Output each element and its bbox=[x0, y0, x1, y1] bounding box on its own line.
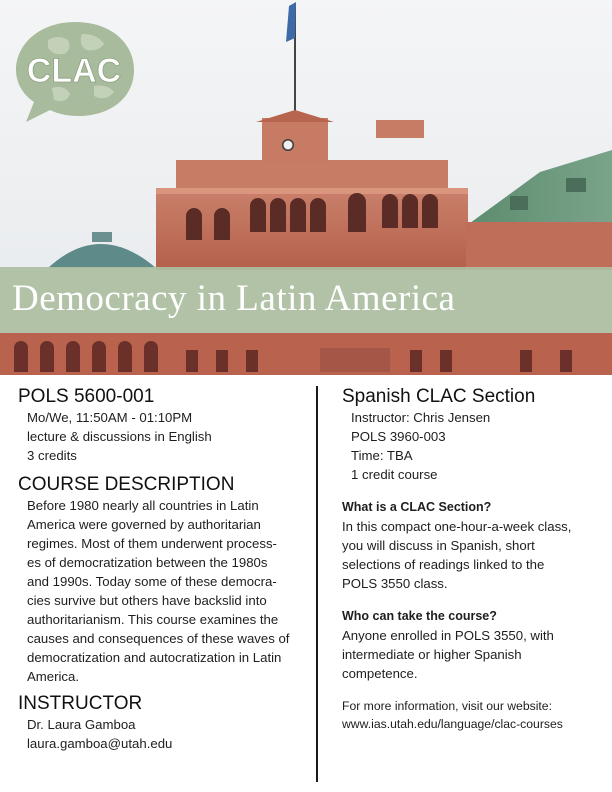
clac-credits: 1 credit course bbox=[351, 467, 438, 482]
instructor-heading: INSTRUCTOR bbox=[18, 693, 143, 714]
column-divider bbox=[316, 386, 318, 782]
clac-time: Time: TBA bbox=[351, 448, 413, 463]
description-line: Before 1980 nearly all countries in Latin bbox=[27, 498, 259, 513]
what-is-line: In this compact one-hour-a-week class, bbox=[342, 519, 572, 534]
course-schedule: Mo/We, 11:50AM - 01:10PM bbox=[27, 410, 193, 425]
what-is-block bbox=[342, 498, 602, 593]
who-can-question: Who can take the course? bbox=[342, 609, 497, 623]
right-column bbox=[342, 385, 602, 733]
logo-text: CLAC bbox=[26, 52, 122, 90]
left-column bbox=[18, 385, 304, 753]
what-is-line: selections of readings linked to the bbox=[342, 557, 545, 572]
more-info-text: For more information, visit our website: bbox=[342, 699, 552, 713]
instructor-name: Dr. Laura Gamboa bbox=[27, 717, 136, 732]
page-title: Democracy in Latin America bbox=[12, 278, 456, 319]
who-can-line: intermediate or higher Spanish bbox=[342, 647, 522, 662]
description-block bbox=[18, 473, 304, 686]
clac-instructor: Instructor: Chris Jensen bbox=[351, 410, 491, 425]
description-line: cies survive but others have backslid into bbox=[27, 593, 267, 608]
who-can-line: competence. bbox=[342, 666, 418, 681]
description-line: and 1990s. Today some of these democra- bbox=[27, 574, 277, 589]
description-line: America. bbox=[27, 669, 80, 684]
what-is-line: you will discuss in Spanish, short bbox=[342, 538, 535, 553]
description-line: America were governed by authoritarian bbox=[27, 517, 261, 532]
who-can-block bbox=[342, 607, 602, 683]
clac-section-block bbox=[342, 385, 602, 484]
what-is-question: What is a CLAC Section? bbox=[342, 500, 492, 514]
website-link[interactable]: www.ias.utah.edu/language/clac-courses bbox=[342, 717, 563, 731]
description-line: es of democratization between the 1980s bbox=[27, 555, 268, 570]
what-is-line: POLS 3550 class. bbox=[342, 576, 448, 591]
clac-section-heading: Spanish CLAC Section bbox=[342, 386, 536, 407]
course-format: lecture & discussions in English bbox=[27, 429, 212, 444]
course-code: POLS 5600-001 bbox=[18, 386, 155, 407]
description-heading: COURSE DESCRIPTION bbox=[18, 474, 235, 495]
instructor-email: laura.gamboa@utah.edu bbox=[27, 736, 173, 751]
course-credits: 3 credits bbox=[27, 448, 77, 463]
who-can-line: Anyone enrolled in POLS 3550, with bbox=[342, 628, 554, 643]
clac-code: POLS 3960-003 bbox=[351, 429, 446, 444]
description-line: causes and consequences of these waves of bbox=[27, 631, 290, 646]
course-block bbox=[18, 385, 304, 465]
title-band bbox=[0, 267, 612, 333]
description-line: authoritarianism. This course examines the bbox=[27, 612, 279, 627]
description-line: democratization and autocratization in Latin bbox=[27, 650, 282, 665]
instructor-block bbox=[18, 692, 304, 753]
description-line: regimes. Most of them underwent process- bbox=[27, 536, 277, 551]
clac-logo bbox=[12, 18, 138, 126]
more-info-block bbox=[342, 697, 602, 733]
